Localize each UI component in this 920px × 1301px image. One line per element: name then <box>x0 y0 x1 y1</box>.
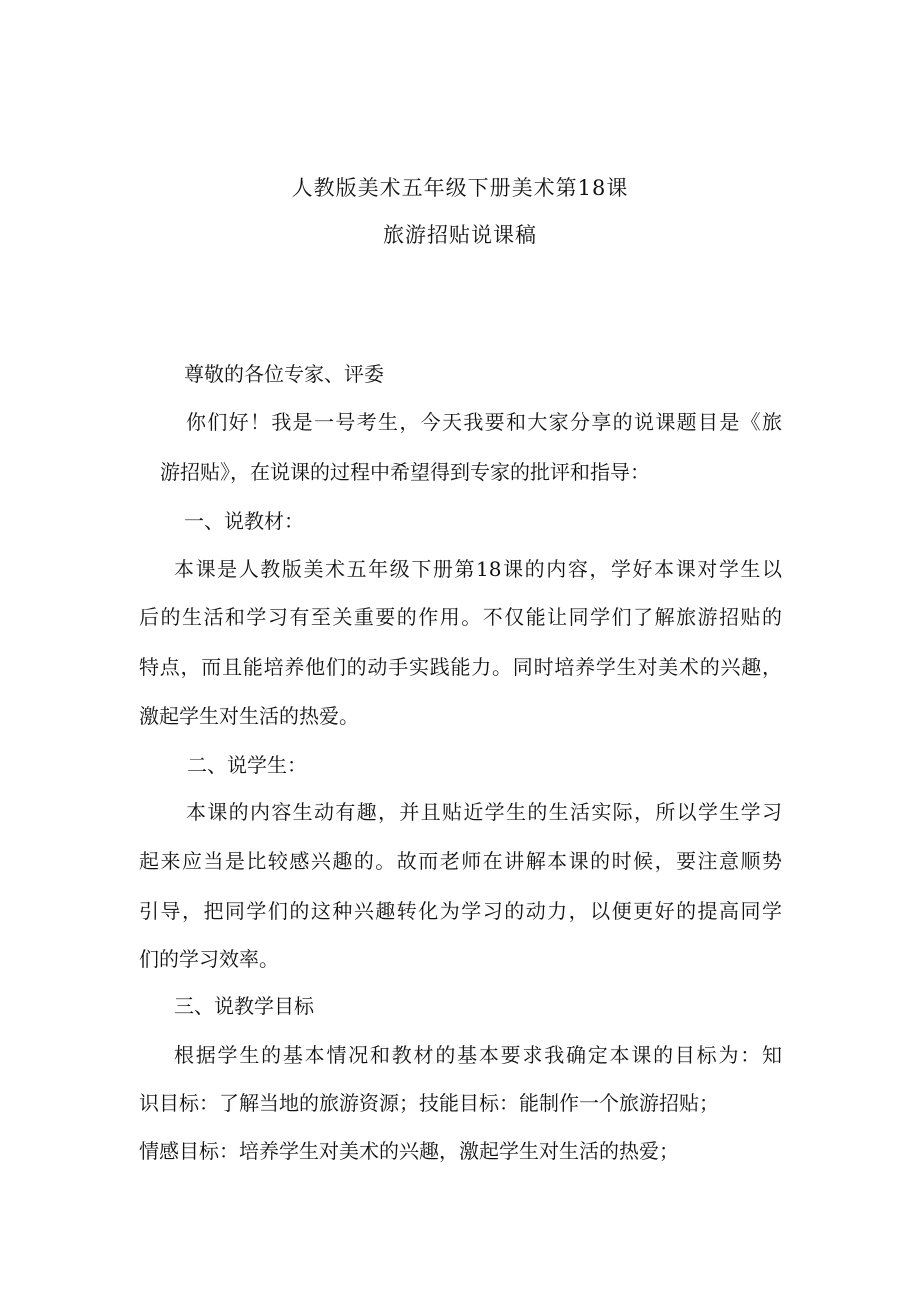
section-heading: 三、说教学目标 <box>174 994 314 1018</box>
paragraph-line: 特点，而且能培养他们的动手实践能力。同时培养学生对美术的兴趣， <box>139 655 782 679</box>
paragraph-line: 本课是人教版美术五年级下册第18课的内容，学好本课对学生以 <box>174 557 782 581</box>
document-subtitle: 旅游招贴说课稿 <box>383 223 537 247</box>
paragraph-line: 识目标：了解当地的旅游资源；技能目标：能制作一个旅游招贴； <box>139 1091 719 1115</box>
document-title: 人教版美术五年级下册美术第18课 <box>291 176 629 200</box>
paragraph-line: 引导，把同学们的这种兴趣转化为学习的动力，以便更好的提高同学 <box>139 899 782 923</box>
section-heading: 一、说教材： <box>184 509 304 533</box>
intro-line: 游招贴》，在说课的过程中希望得到专家的批评和指导： <box>160 460 650 484</box>
paragraph-line: 们的学习效率。 <box>139 947 279 971</box>
intro-line: 你们好！我是一号考生，今天我要和大家分享的说课题目是《旅 <box>186 410 782 434</box>
paragraph-line: 本课的内容生动有趣，并且贴近学生的生活实际，所以学生学习 <box>186 800 782 824</box>
greeting: 尊敬的各位专家、评委 <box>184 362 384 386</box>
section-heading: 二、说学生： <box>187 753 307 777</box>
paragraph-line: 情感目标：培养学生对美术的兴趣，激起学生对生活的热爱； <box>139 1139 679 1163</box>
paragraph-line: 激起学生对生活的热爱。 <box>139 704 359 728</box>
paragraph-line: 起来应当是比较感兴趣的。故而老师在讲解本课的时候，要注意顺势 <box>139 849 782 873</box>
paragraph-line: 根据学生的基本情况和教材的基本要求我确定本课的目标为：知 <box>174 1043 782 1067</box>
paragraph-line: 后的生活和学习有至关重要的作用。不仅能让同学们了解旅游招贴的 <box>139 605 782 629</box>
